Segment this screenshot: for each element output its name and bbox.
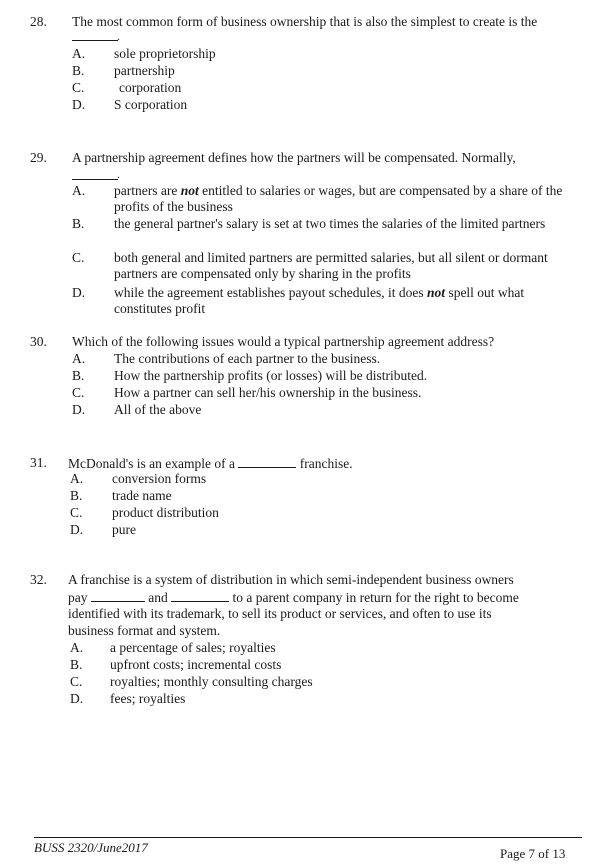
option-text: partnership — [114, 63, 175, 78]
question-stem: McDonald's is an example of a franchise. — [68, 456, 353, 471]
answer-blank — [171, 589, 229, 602]
option-text: product distribution — [112, 505, 219, 520]
question-stem: The most common form of business ownership that is also the simplest to create is the — [72, 14, 538, 29]
question-number: 29. — [30, 150, 47, 165]
option-text: a percentage of sales; royalties — [110, 640, 276, 655]
option-letter: A. — [72, 46, 86, 61]
footer-course-code: BUSS 2320/June2017 — [34, 840, 148, 855]
option-text: the general partner's salary is set at two times the salaries of the limited partners — [114, 216, 546, 231]
option-letter: C. — [72, 250, 85, 265]
option-letter: D. — [72, 285, 86, 300]
option-text: All of the above — [114, 402, 202, 417]
option-text: upfront costs; incremental costs — [110, 657, 282, 672]
option-text: partners are not entitled to salaries or wages, but are compensated by a share of the profits of the business — [114, 183, 563, 214]
option-letter: C. — [70, 505, 83, 520]
question-number: 30. — [30, 334, 47, 349]
option-text: How the partnership profits (or losses) will be distributed. — [114, 368, 428, 383]
answer-blank — [72, 179, 118, 180]
option-letter: A. — [72, 351, 86, 366]
option-letter: B. — [72, 216, 85, 231]
option-text: S corporation — [114, 97, 188, 112]
question-number: 32. — [30, 572, 47, 587]
option-letter: D. — [70, 691, 84, 706]
emphasis-not: not — [427, 285, 446, 300]
option-letter: D. — [72, 402, 86, 417]
option-text: while the agreement establishes payout schedules, it does not spell out what constitutes profit — [114, 285, 525, 316]
option-text: corporation — [119, 80, 182, 95]
blank-period: . — [117, 167, 120, 181]
answer-blank — [238, 455, 296, 468]
option-letter: C. — [72, 80, 85, 95]
question-number: 28. — [30, 14, 47, 29]
emphasis-not: not — [180, 183, 199, 198]
question-stem: Which of the following issues would a typical partnership agreement address? — [72, 334, 495, 349]
option-text: pure — [112, 522, 136, 537]
option-letter: A. — [70, 640, 84, 655]
blank-period: . — [117, 29, 120, 43]
option-letter: B. — [70, 488, 83, 503]
footer-rule — [34, 837, 582, 838]
option-text: sole proprietorship — [114, 46, 216, 61]
option-letter: A. — [70, 471, 84, 486]
option-text: How a partner can sell her/his ownership in the business. — [114, 385, 422, 400]
option-letter: A. — [72, 183, 86, 198]
option-text: conversion forms — [112, 471, 207, 486]
option-letter: C. — [72, 385, 85, 400]
option-letter: B. — [70, 657, 83, 672]
page-number: Page 7 of 13 — [500, 846, 566, 861]
option-letter: B. — [72, 63, 85, 78]
answer-blank — [91, 589, 145, 602]
question-number: 31. — [30, 455, 47, 470]
option-text: fees; royalties — [110, 691, 186, 706]
option-text: trade name — [112, 488, 172, 503]
option-letter: B. — [72, 368, 85, 383]
question-stem: A partnership agreement defines how the partners will be compensated. Normally, — [72, 150, 516, 165]
question-stem: A franchise is a system of distribution in which semi-independent business owners — [68, 572, 514, 587]
option-letter: D. — [70, 522, 84, 537]
answer-blank — [72, 40, 118, 41]
option-text: The contributions of each partner to the business. — [114, 351, 381, 366]
option-text: both general and limited partners are permitted salaries, but all silent or dormant partners are compensated only by sharing in the profits — [114, 250, 548, 281]
option-letter: D. — [72, 97, 86, 112]
option-letter: C. — [70, 674, 83, 689]
option-text: royalties; monthly consulting charges — [110, 674, 313, 689]
